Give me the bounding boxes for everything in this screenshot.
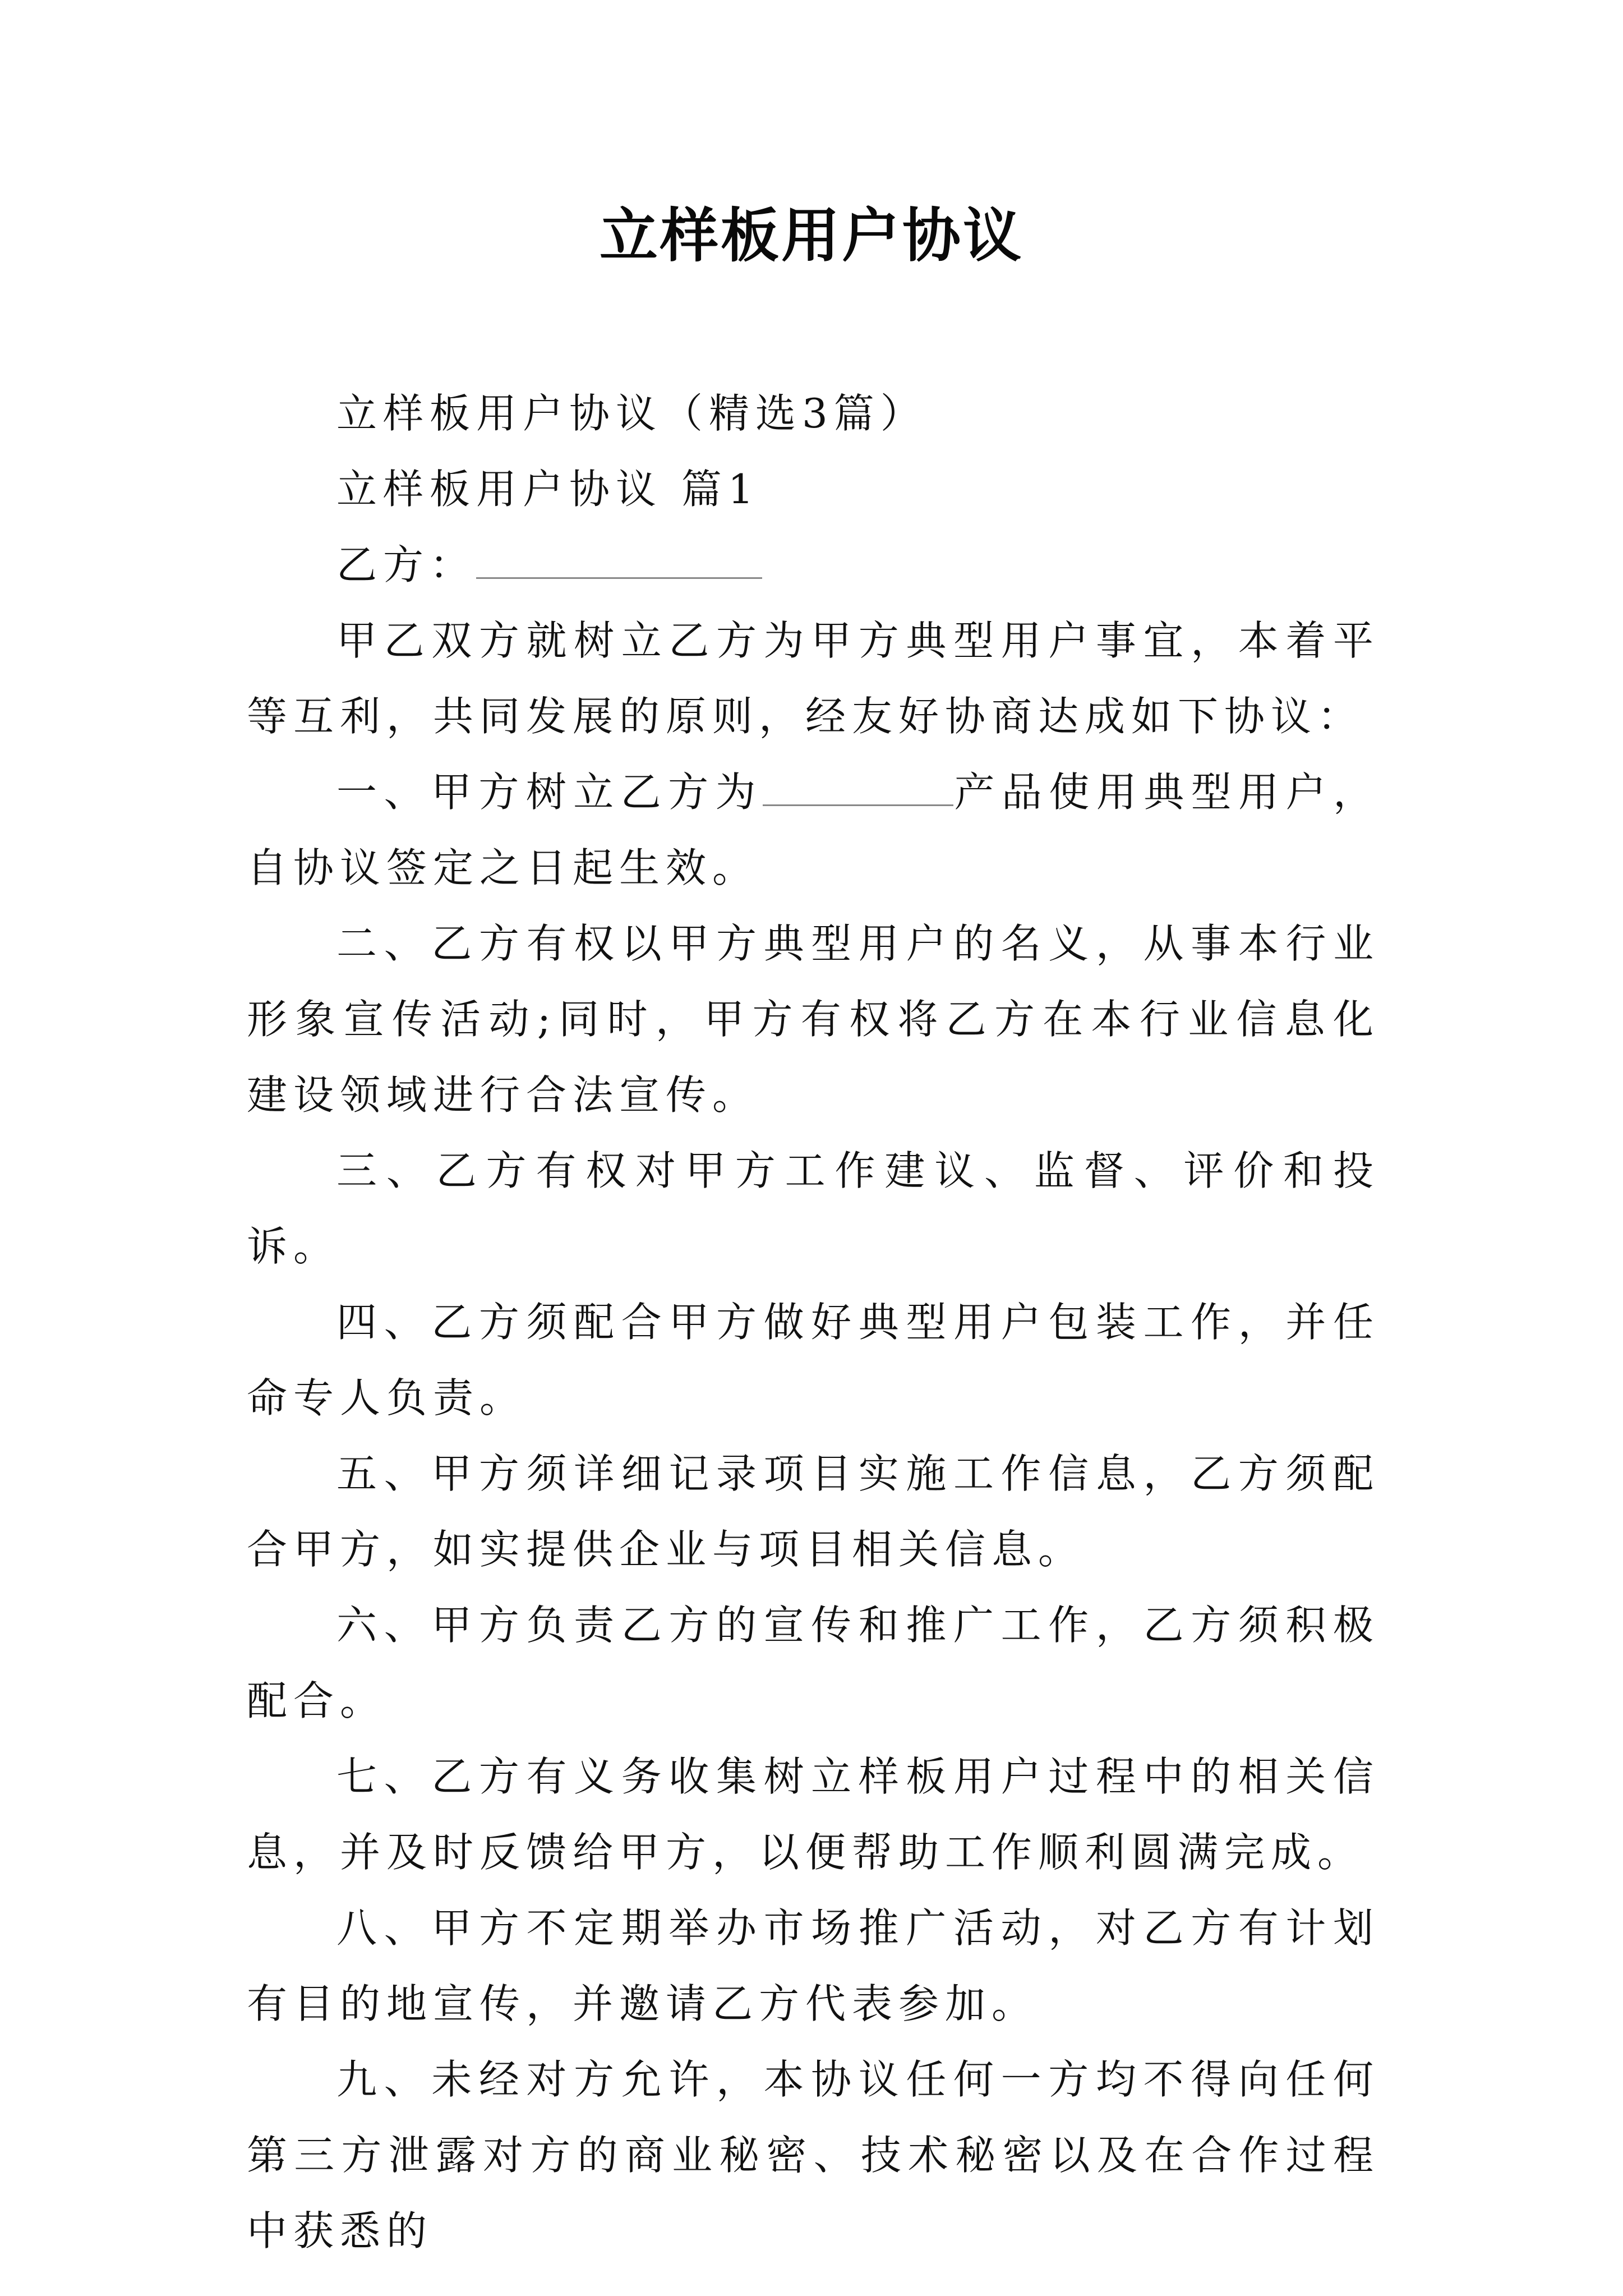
article-heading: 立样板用户协议 篇1 — [336, 466, 760, 513]
party-b-label: 乙方： — [336, 541, 477, 588]
clause-3: 三、乙方有权对甲方工作建议、监督、评价和投诉。 — [247, 1147, 1380, 1270]
preamble-paragraph: 甲乙双方就树立乙方为甲方典型用户事宜，本着平等互利，共同发展的原则，经友好协商达成如下协议： — [247, 617, 1380, 740]
party-b-line — [247, 527, 1380, 603]
product-blank — [763, 764, 953, 806]
document-title: 立样板用户协议 — [599, 201, 1023, 270]
clause-7: 七、乙方有义务收集树立样板用户过程中的相关信息，并及时反馈给甲方，以便帮助工作顺利圆满完成。 — [247, 1753, 1380, 1876]
clause-2: 二、乙方有权以甲方典型用户的名义，从事本行业形象宣传活动;同时，甲方有权将乙方在本行业信息化建设领域进行合法宣传。 — [247, 920, 1380, 1119]
clause-1: 一、甲方树立乙方为 产品使用典型用户，自协议签定之日起生效。 — [247, 754, 1380, 906]
clause-8: 八、甲方不定期举办市场推广活动，对乙方有计划有目的地宣传，并邀请乙方代表参加。 — [247, 1904, 1380, 2027]
clause-5: 五、甲方须详细记录项目实施工作信息，乙方须配合甲方，如实提供企业与项目相关信息。 — [247, 1450, 1380, 1573]
document-body — [247, 376, 1380, 2269]
party-b-blank — [476, 537, 762, 579]
clause-6: 六、甲方负责乙方的宣传和推广工作，乙方须积极配合。 — [247, 1602, 1380, 1724]
clause-4: 四、乙方须配合甲方做好典型用户包装工作，并任命专人负责。 — [247, 1299, 1380, 1421]
collection-heading: 立样板用户协议（精选3篇） — [336, 390, 927, 437]
clause-9: 九、未经对方允许，本协议任何一方均不得向任何第三方泄露对方的商业秘密、技术秘密以及在合作过程中获悉的 — [247, 2056, 1380, 2254]
